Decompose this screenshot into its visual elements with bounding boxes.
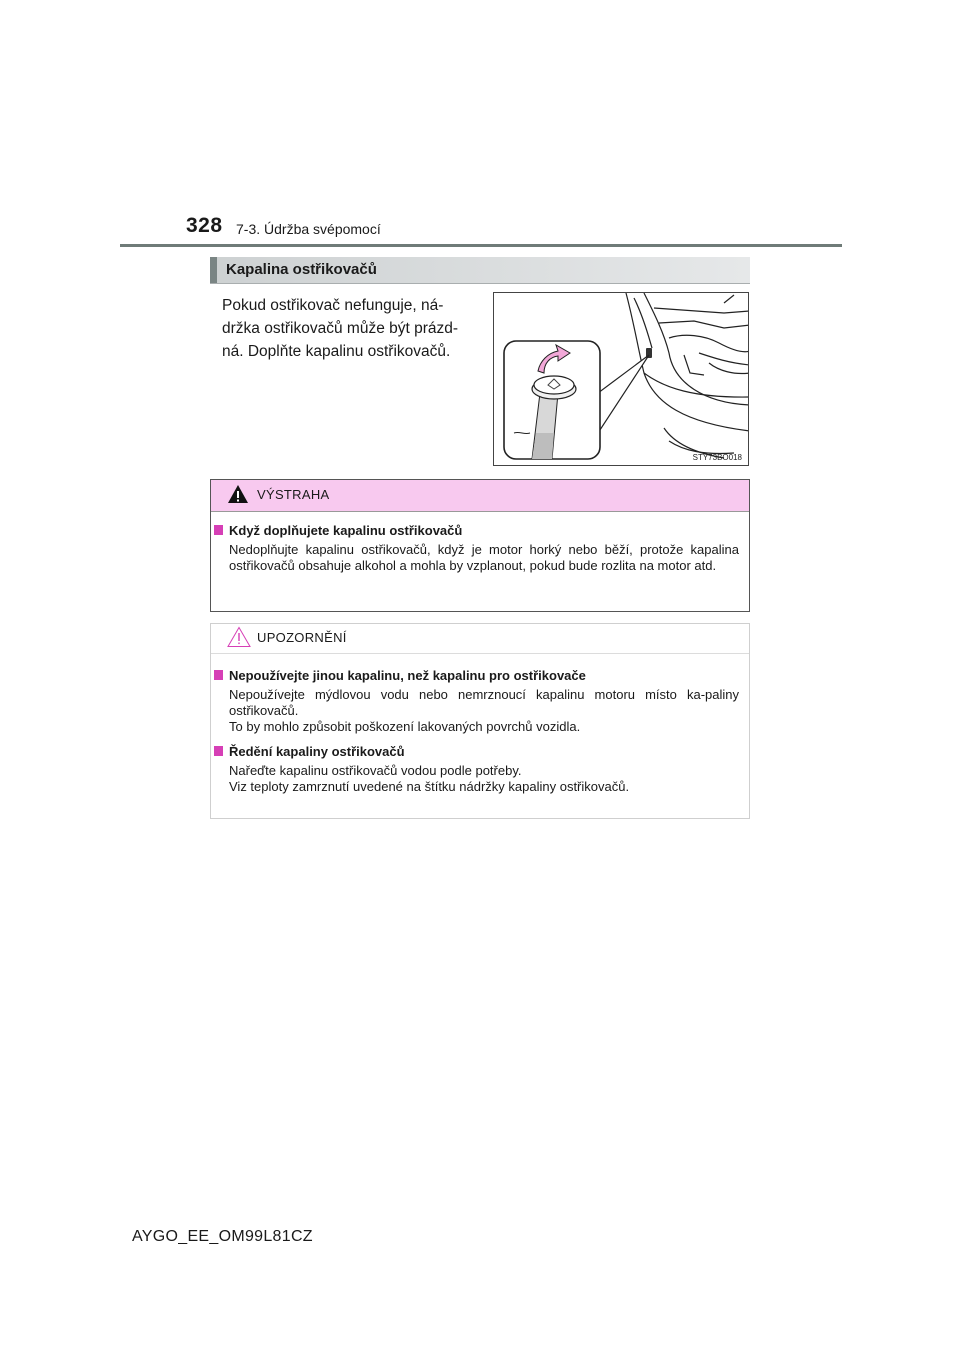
engine-bay-illustration	[494, 293, 749, 466]
caution-item-line: To by mohlo způsobit poškození lakovaných povrchů vozidla.	[229, 719, 581, 734]
warning-triangle-icon	[227, 484, 249, 504]
caution-item-line: Nařeďte kapalinu ostřikovačů vodou podle potřeby.	[229, 763, 522, 778]
page-number: 328	[186, 214, 223, 237]
heading-accent-bar	[210, 257, 217, 283]
body-line: držka ostřikovačů může být prázd-	[222, 320, 459, 337]
caution-item-text	[211, 687, 749, 735]
figure-id: STY73BO018	[692, 453, 742, 462]
warning-item-title	[211, 523, 749, 538]
body-line: ná. Doplňte kapalinu ostřikovačů.	[222, 343, 451, 360]
section-body	[222, 294, 476, 363]
caution-item-line: Nepoužívejte mýdlovou vodu nebo nemrznoucí kapalinu motoru místo ka-paliny ostřikovačů.	[229, 687, 739, 718]
chapter-title: 7-3. Údržba svépomocí	[236, 221, 381, 237]
caution-title: UPOZORNĚNÍ	[257, 630, 347, 645]
body-line: Pokud ostřikovač nefunguje, ná-	[222, 297, 444, 314]
caution-triangle-icon	[227, 626, 251, 648]
bullet-square-icon	[214, 525, 223, 535]
washer-fluid-figure	[493, 292, 749, 466]
warning-item-title-text: Když doplňujete kapalinu ostřikovačů	[229, 523, 463, 538]
caution-item-title-text: Nepoužívejte jinou kapalinu, než kapalinu pro ostřikovače	[229, 668, 586, 683]
header-rule	[120, 244, 842, 247]
warning-header	[211, 480, 749, 512]
warning-box	[210, 479, 750, 612]
caution-item-line: Viz teploty zamrznutí uvedené na štítku nádržky kapaliny ostřikovačů.	[229, 779, 630, 794]
bullet-square-icon	[214, 746, 223, 756]
caution-item-text	[211, 763, 749, 795]
section-heading-text: Kapalina ostřikovačů	[226, 261, 377, 278]
caution-header	[211, 624, 749, 654]
bullet-square-icon	[214, 670, 223, 680]
warning-title: VÝSTRAHA	[257, 487, 330, 502]
caution-item-title-text: Ředění kapaliny ostřikovačů	[229, 744, 405, 759]
caution-item-title	[211, 668, 749, 683]
section-heading	[210, 257, 750, 284]
caution-item-title	[211, 744, 749, 759]
caution-box	[210, 623, 750, 819]
warning-item-text: Nedoplňujte kapalinu ostřikovačů, když je motor horký nebo běží, protože kapalina ostřikovačů obsahuje alkohol a mohla by vzplanout, pokud bude rozlita na motor atd.	[229, 542, 739, 573]
document-code: AYGO_EE_OM99L81CZ	[132, 1228, 313, 1245]
